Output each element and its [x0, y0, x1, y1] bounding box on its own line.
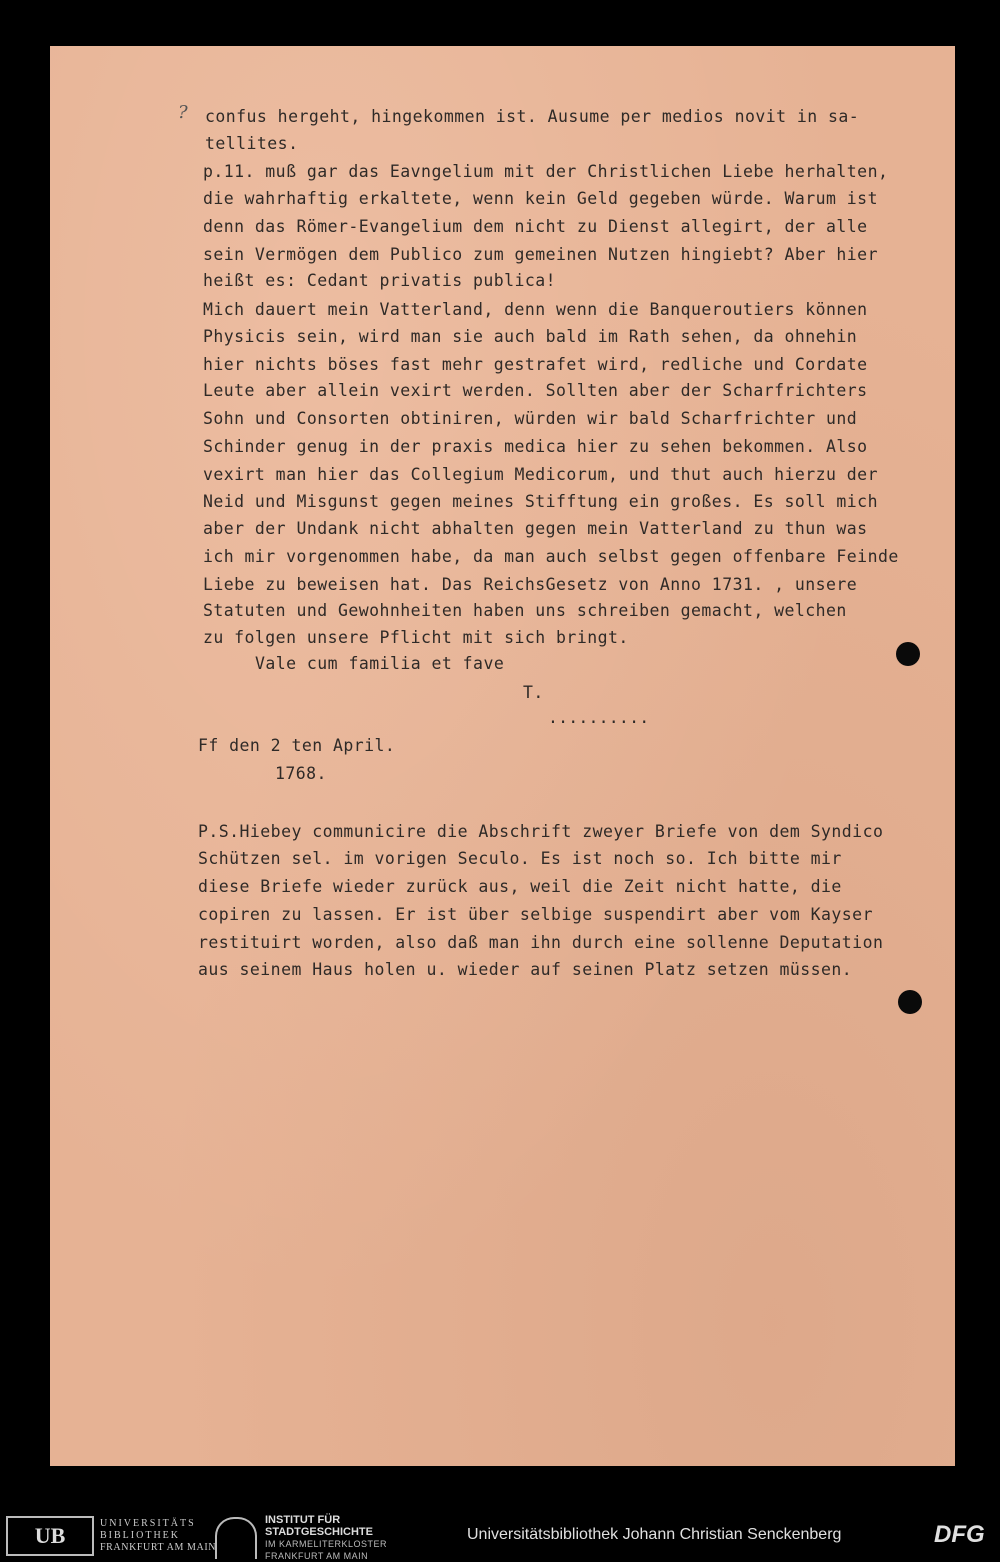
text-line: ich mir vorgenommen habe, da man auch selbst gegen offenbare Feinde [203, 547, 899, 566]
institute-logo-line: STADTGESCHICHTE [265, 1526, 373, 1538]
ub-logo-line: UNIVERSITÄTS [100, 1518, 196, 1529]
institute-logo-line: FRANKFURT AM MAIN [265, 1551, 369, 1561]
text-line: Liebe zu beweisen hat. Das ReichsGesetz von Anno 1731. , unsere [203, 575, 858, 594]
postscript-line: restituirt worden, also daß man ihn durch eine sollenne Deputation [198, 933, 884, 952]
closing-line: Vale cum familia et fave [255, 654, 505, 673]
ub-logo-mark: UB [6, 1516, 94, 1556]
ub-logo-text [100, 1518, 216, 1554]
institute-logo-line: INSTITUT FÜR [265, 1514, 341, 1526]
punch-hole [898, 990, 922, 1014]
dfg-logo: DFG [934, 1521, 985, 1548]
postscript-line: P.S.Hiebey communicire die Abschrift zweyer Briefe von dem Syndico [198, 822, 884, 841]
ub-logo-line: BIBLIOTHEK [100, 1530, 180, 1541]
signature-initial: T. [523, 683, 544, 702]
text-line: vexirt man hier das Collegium Medicorum, und thut auch hierzu der [203, 465, 878, 484]
institute-logo [215, 1514, 387, 1562]
institute-logo-line: IM KARMELITERKLOSTER [265, 1539, 388, 1549]
margin-question-mark: ? [178, 102, 188, 123]
punch-hole [896, 642, 920, 666]
text-line: Leute aber allein vexirt werden. Sollten aber der Scharfrichters [203, 381, 868, 400]
institute-logo-text [265, 1514, 387, 1562]
text-line: aber der Undank nicht abhalten gegen mein Vatterland zu thun was [203, 519, 868, 538]
postscript-line: Schützen sel. im vorigen Seculo. Es ist noch so. Ich bitte mir [198, 849, 842, 868]
ub-logo [6, 1516, 216, 1556]
library-name: Universitätsbibliothek Johann Christian Senckenberg [467, 1526, 842, 1543]
postscript-line: aus seinem Haus holen u. wieder auf seinen Platz setzen müssen. [198, 960, 853, 979]
text-line: Schinder genug in der praxis medica hier zu sehen bekommen. Also [203, 437, 868, 456]
text-line: hier nichts böses fast mehr gestrafet wird, redliche und Cordate [203, 355, 868, 374]
text-line: denn das Römer-Evangelium dem nicht zu Dienst allegirt, der alle [203, 217, 868, 236]
text-line: die wahrhaftig erkaltete, wenn kein Geld gegeben würde. Warum ist [203, 189, 878, 208]
text-line: confus hergeht, hingekommen ist. Ausume per medios novit in sa- [205, 107, 860, 126]
ub-logo-line: FRANKFURT AM MAIN [100, 1542, 217, 1553]
text-line: Mich dauert mein Vatterland, denn wenn die Banqueroutiers können [203, 300, 868, 319]
text-line: zu folgen unsere Pflicht mit sich bringt. [203, 628, 629, 647]
text-line: tellites. [205, 134, 299, 153]
text-line: Neid und Misgunst gegen meines Stifftung ein großes. Es soll mich [203, 492, 878, 511]
text-line: sein Vermögen dem Publico zum gemeinen Nutzen hingiebt? Aber hier [203, 245, 878, 264]
text-line: Sohn und Consorten obtiniren, würden wir bald Scharfrichter und [203, 409, 858, 428]
text-line: p.11. muß gar das Eavngelium mit der Christlichen Liebe herhalten, [203, 162, 889, 181]
text-line: Physicis sein, wird man sie auch bald im Rath sehen, da ohnehin [203, 327, 858, 346]
arch-icon [215, 1517, 257, 1559]
text-line: heißt es: Cedant privatis publica! [203, 271, 557, 290]
date-year: 1768. [275, 764, 327, 783]
postscript-line: diese Briefe wieder zurück aus, weil die Zeit nicht hatte, die [198, 877, 842, 896]
dotted-line: .......... [548, 708, 650, 727]
text-line: Statuten und Gewohnheiten haben uns schreiben gemacht, welchen [203, 601, 847, 620]
date-line: Ff den 2 ten April. [198, 736, 396, 755]
postscript-line: copiren zu lassen. Er ist über selbige suspendirt aber vom Kayser [198, 905, 873, 924]
